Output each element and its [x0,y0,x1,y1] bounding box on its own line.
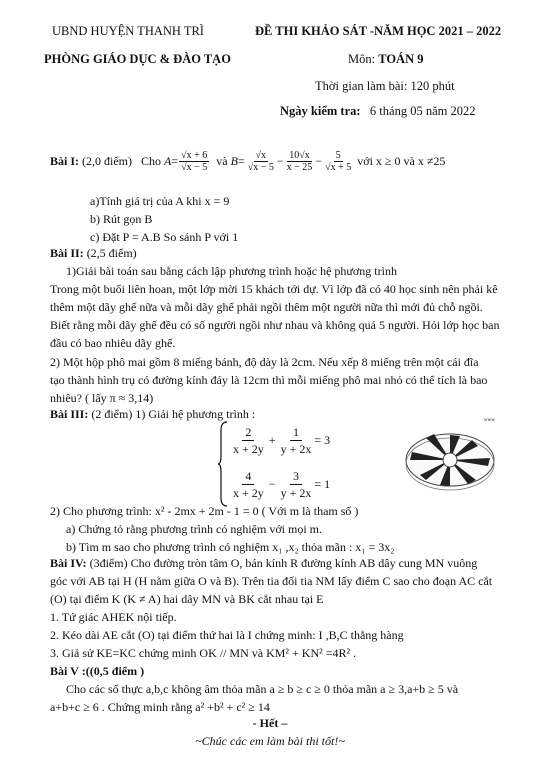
equation-2: $\frac{4}{x + 2y}$ − $\frac{3}{y + 2x}$ = 1 [230,468,330,501]
equation-1: $\frac{2}{x + 2y}$ + $\frac{1}{y + 2x}$ = 3 [230,424,330,457]
B2-numerator: 10√x [289,150,310,161]
bai4-q2: 2. Kéo dài AE cắt (O) tại điểm thứ hai là I chứng minh: I ,B,C thẳng hàng [50,628,404,642]
office-name: PHÒNG GIÁO DỤC & ĐÀO TẠO [44,52,231,66]
bai1-statement: Bài I: (2,0 điểm) Cho A = $\frac{√x + 6}{√x - 5}$ và B = $\frac{√x}{√x - 5}$ − $\frac{10√x}{x - 25}$ − $\frac{5}{√x + 5}$ với x ≥ 0 và x ≠25 [50,150,446,173]
eq2-frac-a [230,468,267,501]
var-B: B [230,154,238,168]
image-caption: www [484,418,495,423]
B1-denominator: √x − 5 [247,162,274,173]
bai5-points: :((0,5 điểm ) [81,664,145,678]
subject-line [348,52,423,67]
bai3-p2a: a) Chứng tỏ rằng phương trình có nghiệm với mọi m. [66,522,323,536]
bai4-line3: (O) tại điểm K (K ≠ A) hai dây MN và BK cắt nhau tại E [50,592,324,606]
department-name: UBND HUYỆN THANH TRÌ [52,24,204,38]
eq1-a-num: 2 [242,424,254,441]
bai4-line1 [50,555,477,572]
fraction-B3 [323,150,353,173]
bai1-question-c: c) Đặt P = A.B So sánh P với 1 [90,230,239,244]
bai2-p2-line1: 2) Một hộp phô mai gồm 8 miếng bánh, độ dày là 2cm. Nếu xếp 8 miếng trên một cái đĩa [50,355,479,369]
eq2-a-num: 4 [242,468,254,485]
date-value: 6 tháng 05 năm 2022 [369,104,476,118]
bai3-points: (2 điểm) [91,407,133,421]
bai1-intro: Cho [141,154,162,168]
eq2-b-num: 3 [290,468,302,485]
bai3-p1: 1) Giải hệ phương trình : [135,407,256,421]
eq1-b-den: y + 2x [280,442,312,456]
bai5-header [50,663,144,680]
bai2-p1-line4: đầu có bao nhiêu dãy ghế. [50,336,176,350]
B3-denominator: √x + 5 [325,162,352,173]
bai4-q3: 3. Giả sử KE=KC chứng minh OK // MN và KM² + KN² =4R² . [50,646,357,660]
B2-denominator: x − 25 [286,162,313,173]
bai3-title: Bài III: [50,407,89,421]
eq1-rhs: = 3 [314,433,331,447]
bai2-title: Bài II: [50,246,84,260]
eq2-b-den: y + 2x [280,486,312,500]
bai2-p1-title: 1)Giải bài toán sau bằng cách lập phương trình hoặc hệ phương trình [66,264,397,278]
bai1-question-a: a)Tính giá trị của A khi x = 9 [90,194,230,208]
cheese-wheel-icon [400,420,500,500]
bai5-line1: Cho các số thực a,b,c không âm thỏa mãn a ≥ b ≥ c ≥ 0 thỏa mãn a ≥ 3,a+b ≥ 5 và [66,682,459,696]
equation-system [218,420,378,508]
eq1-frac-b [278,424,315,457]
bai1-question-b: b) Rút gọn B [90,212,153,226]
var-A: A [164,154,172,168]
exam-title: ĐỀ THI KHẢO SÁT -NĂM HỌC 2021 – 2022 [255,24,502,38]
time-line: Thời gian làm bài: 120 phút [315,79,455,93]
bai1-title: Bài I: [50,154,80,168]
B3-numerator: 5 [335,150,341,161]
bai1-points: (2,0 điểm) [82,154,133,168]
eq1-a-den: x + 2y [233,442,264,456]
B1-numerator: √x [255,150,267,161]
cheese-image [400,420,500,500]
fraction-A [179,150,209,173]
bai5-title: Bài V [50,664,79,678]
bai2-header [50,245,137,262]
fraction-B1 [246,150,276,173]
fraction-B2 [285,150,315,173]
bai4-q1: 1. Tứ giác AHEK nội tiếp. [50,610,177,624]
brace-icon [218,420,228,508]
eq1-frac-a [230,424,267,457]
bai1-and: và [216,154,228,168]
bai4-l1: (3điểm) Cho đường tròn tâm O, bán kính R đường kính AB dây cung MN vuông [86,556,478,570]
bai2-p1-line2: thêm một dãy ghế nữa và mỗi dãy ghế phải ngồi thêm một người nữa thì mới đủ chỗ ngồi. [50,300,483,314]
bai4-line2: góc với AB tại H (H nằm giữa O và B). Trên tia đối tia NM lấy điểm C sao cho đoạn AC cắt [50,574,493,588]
eq1-b-num: 1 [290,424,302,441]
subject-value: TOÁN 9 [378,52,424,66]
subject-label: Môn: [348,52,376,66]
bai4-title: Bài IV: [50,556,87,570]
bai1-condition: với x ≥ 0 và x ≠25 [357,154,446,168]
bai5-line2: a+b+c ≥ 6 . Chứng minh rằng a² +b² + c² ≥ 14 [50,700,270,714]
bai2-p2-line2: tạo thành hình trụ có đường kính đáy là 12cm thì mỗi miếng phô mai nhỏ có thể tích là bao [50,373,488,387]
bai2-points: (2,5 điểm) [86,246,137,260]
eq2-a-den: x + 2y [233,486,264,500]
eq2-rhs: = 1 [314,477,331,491]
bai2-p1-line3: Biết rằng mỗi dãy ghế đều có số người ngồi như nhau và không quá 5 người. Hỏi lớp học ban [50,318,500,332]
bai2-p2-line3: nhiêu? ( lấy π ≈ 3,14) [50,391,154,405]
eq2-frac-b [278,468,315,501]
date-line [280,104,475,119]
bai2-p1-line1: Trong một buổi liên hoan, một lớp mời 15 khách tới dự. Vì lớp đã có 40 học sinh nên phải kê [50,282,498,296]
good-luck-message: ~Chúc các em làm bài thi tốt!~ [195,734,345,748]
A-numerator: √x + 6 [181,150,208,161]
end-marker: - Hết – [252,716,288,730]
bai3-p2b: b) Tìm m sao cho phương trình có nghiệm x₁ ,x₂ thỏa mãn : x₁ = 3x₂ [66,540,395,554]
A-denominator: √x − 5 [181,162,208,173]
bai3-p2: 2) Cho phương trình: x² - 2mx + 2m - 1 = 0 ( Với m là tham số ) [50,504,359,518]
date-label: Ngày kiểm tra: [280,104,361,118]
